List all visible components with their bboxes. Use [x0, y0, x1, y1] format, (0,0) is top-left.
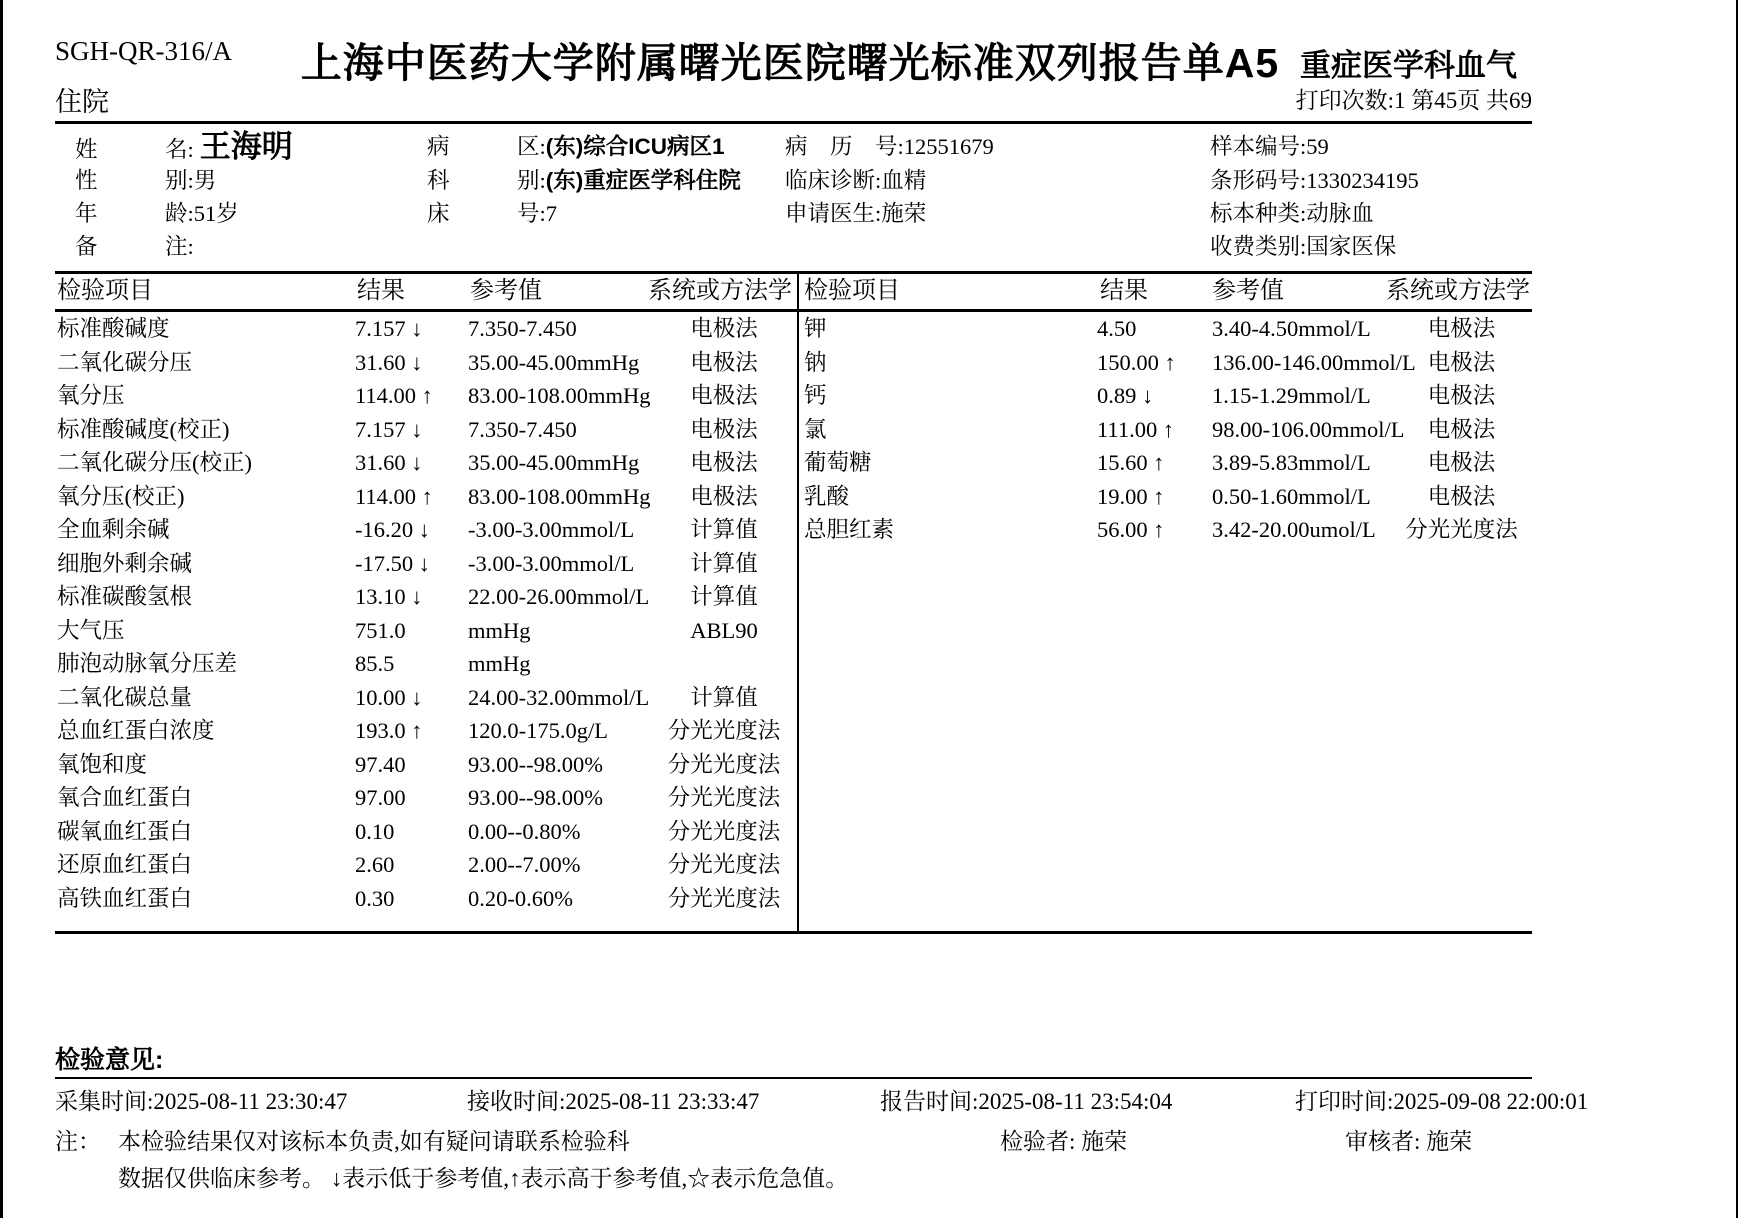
result-value: 85.5 [355, 651, 395, 676]
test-name: 氧合血红蛋白 [57, 785, 193, 810]
payment-value: 国家医保 [1306, 234, 1397, 259]
reference-range: mmHg [468, 617, 531, 643]
test-name: 细胞外剩余碱 [57, 550, 193, 576]
patient-remark-field [75, 230, 194, 263]
note-line2: 数据仅供临床参考。 ↓表示低于参考值,↑表示高于参考值,☆表示危急值。 [118, 1166, 849, 1191]
record-no-field [785, 130, 994, 163]
sample-no-field [1210, 130, 1329, 163]
specimen-field [1210, 197, 1374, 230]
print-count: 打印次数:1 第45页 共69 [1295, 88, 1532, 113]
method: 分光光度法 [667, 852, 781, 877]
patient-age-field [75, 197, 239, 230]
patient-name-label: 姓 名: [75, 137, 194, 162]
reference-range: 7.350-7.450 [468, 316, 577, 341]
test-name: 标准酸碱度(校正) [57, 416, 230, 442]
test-name: 全血剩余碱 [57, 517, 170, 542]
test-name: 二氧化碳分压(校正) [57, 450, 252, 475]
column-header-test-name: 检验项目 [57, 278, 153, 304]
reference-range: 93.00--98.00% [468, 751, 603, 777]
method: 计算值 [690, 584, 758, 609]
table-row [55, 748, 797, 782]
dept-value: (东)重症医学科住院 [545, 168, 741, 193]
test-name: 钙 [804, 383, 827, 408]
test-name: 二氧化碳分压 [57, 349, 193, 375]
result-value: -17.50 ↓ [355, 550, 430, 576]
method: 分光光度法 [667, 785, 781, 810]
table-row [797, 312, 1532, 346]
reference-range: 24.00-32.00mmol/L [468, 684, 650, 710]
reference-range: 3.89-5.83mmol/L [1212, 450, 1371, 475]
reference-range: 83.00-108.00mmHg [468, 383, 651, 408]
receive-time: 接收时间:2025-08-11 23:33:47 [467, 1089, 760, 1114]
method: 分光光度法 [667, 718, 781, 743]
reference-range: 0.00--0.80% [468, 818, 581, 844]
left-table-header [55, 273, 797, 310]
reference-range: 1.15-1.29mmol/L [1212, 383, 1371, 408]
bed-label: 床 号: [427, 201, 546, 226]
report-time: 报告时间:2025-08-11 23:54:04 [880, 1089, 1173, 1114]
reference-range: 3.42-20.00umol/L [1212, 517, 1376, 542]
method: 电极法 [1427, 349, 1496, 375]
test-name: 碳氧血红蛋白 [57, 818, 193, 844]
column-header-test-name: 检验项目 [804, 278, 900, 304]
test-name: 标准酸碱度 [57, 316, 170, 341]
table-row [55, 379, 797, 413]
reference-range: 3.40-4.50mmol/L [1212, 316, 1371, 341]
specimen-label: 标本种类: [1210, 201, 1307, 226]
payment-label: 收费类别: [1210, 234, 1307, 259]
result-value: 2.60 [355, 852, 395, 877]
report-type: 重症医学科血气 [1300, 48, 1517, 83]
column-header-result: 结果 [1100, 278, 1148, 304]
barcode-label: 条形码号: [1210, 168, 1307, 193]
table-row [55, 848, 797, 882]
method: 分光光度法 [667, 818, 781, 844]
reference-range: 98.00-106.00mmol/L [1212, 416, 1405, 442]
table-row [55, 312, 797, 346]
method: 电极法 [1427, 450, 1496, 475]
test-name: 乳酸 [804, 483, 850, 509]
table-row [55, 513, 797, 547]
test-name: 大气压 [57, 617, 125, 643]
patient-sex-value: 男 [193, 168, 217, 193]
reference-range: 83.00-108.00mmHg [468, 483, 651, 509]
method: 分光光度法 [1405, 517, 1518, 542]
reference-range: -3.00-3.00mmol/L [468, 550, 635, 576]
result-value: 56.00 ↑ [1097, 517, 1165, 542]
method: 电极法 [1427, 316, 1496, 341]
reference-range: 0.20-0.60% [468, 885, 573, 911]
admission-type: 住院 [55, 87, 109, 117]
test-name: 高铁血红蛋白 [57, 885, 193, 911]
doctor-value: 施荣 [881, 201, 927, 226]
barcode-value: 1330234195 [1306, 168, 1419, 193]
reference-range: 120.0-175.0g/L [468, 718, 608, 743]
reference-range: 136.00-146.00mmol/L [1212, 349, 1416, 375]
result-value: 751.0 [355, 617, 406, 643]
result-value: 15.60 ↑ [1097, 450, 1165, 475]
test-name: 肺泡动脉氧分压差 [57, 651, 238, 676]
table-row [55, 781, 797, 815]
test-name: 氧分压 [57, 383, 125, 408]
result-value: 0.30 [355, 885, 395, 911]
table-row [55, 815, 797, 849]
reviewer: 审核者: 施荣 [1345, 1129, 1473, 1154]
reference-range: mmHg [468, 651, 531, 676]
page-title: 上海中医药大学附属曙光医院曙光标准双列报告单A5 [300, 40, 1280, 86]
left-results-table [55, 312, 797, 915]
table-row [55, 882, 797, 916]
patient-name-value: 王海明 [199, 129, 293, 164]
dept-label: 科 别: [427, 168, 546, 193]
collect-time: 采集时间:2025-08-11 23:30:47 [55, 1089, 348, 1114]
doctor-label: 申请医生: [785, 201, 882, 226]
result-value: 114.00 ↑ [355, 483, 433, 509]
table-row [797, 413, 1532, 447]
method: 电极法 [690, 483, 758, 509]
table-row [55, 480, 797, 514]
result-value: 0.10 [355, 818, 395, 844]
result-value: 31.60 ↓ [355, 450, 423, 475]
result-value: 7.157 ↓ [355, 316, 423, 341]
print-time: 打印时间:2025-09-08 22:00:01 [1295, 1089, 1589, 1114]
table-row [797, 446, 1532, 480]
result-value: 111.00 ↑ [1097, 416, 1175, 442]
test-name: 氧分压(校正) [57, 483, 185, 509]
reference-range: 22.00-26.00mmol/L [468, 584, 650, 609]
bed-field [427, 197, 557, 230]
barcode-field [1210, 164, 1419, 197]
method: 计算值 [690, 517, 758, 542]
result-value: 10.00 ↓ [355, 684, 423, 710]
right-table-header [797, 273, 1532, 310]
test-name: 钠 [804, 349, 827, 375]
table-row [797, 513, 1532, 547]
test-name: 总胆红素 [804, 517, 895, 542]
left-edge-line [0, 0, 3, 1218]
method: 电极法 [690, 316, 758, 341]
result-value: 19.00 ↑ [1097, 483, 1165, 509]
method: 计算值 [690, 684, 758, 710]
sample-no-label: 样本编号: [1210, 134, 1307, 159]
ward-field [427, 130, 725, 163]
reference-range: 7.350-7.450 [468, 416, 577, 442]
tester: 检验者: 施荣 [1000, 1129, 1128, 1154]
table-row [55, 614, 797, 648]
dept-field [427, 164, 741, 197]
note-label: 注： [55, 1129, 101, 1154]
ward-label: 病 区: [427, 134, 546, 159]
column-header-result: 结果 [357, 278, 405, 304]
method: 分光光度法 [667, 885, 781, 911]
test-name: 氯 [804, 416, 827, 442]
result-value: 0.89 ↓ [1097, 383, 1154, 408]
diagnosis-field [785, 164, 926, 197]
reference-range: 35.00-45.00mmHg [468, 450, 640, 475]
column-header-reference: 参考值 [470, 278, 542, 304]
result-value: 97.00 [355, 785, 406, 810]
note-line1: 本检验结果仅对该标本负责,如有疑问请联系检验科 [118, 1129, 630, 1154]
test-name: 氧饱和度 [57, 751, 148, 777]
table-row [797, 346, 1532, 380]
table-row [55, 547, 797, 581]
right-results-table [797, 312, 1532, 547]
test-name: 总血红蛋白浓度 [57, 718, 215, 743]
reference-range: 35.00-45.00mmHg [468, 349, 640, 375]
method: 计算值 [690, 550, 758, 576]
table-row [55, 346, 797, 380]
method: 电极法 [690, 383, 758, 408]
result-value: 7.157 ↓ [355, 416, 423, 442]
test-name: 钾 [804, 316, 827, 341]
table-bottom-border [55, 931, 1532, 934]
table-row [55, 714, 797, 748]
table-row [797, 480, 1532, 514]
form-code: SGH-QR-316/A [55, 36, 233, 66]
specimen-value: 动脉血 [1306, 201, 1374, 226]
patient-age-label: 年 龄: [75, 201, 194, 226]
reference-range: -3.00-3.00mmol/L [468, 517, 635, 542]
sample-no-value: 59 [1306, 134, 1329, 159]
result-value: 114.00 ↑ [355, 383, 433, 408]
table-row [55, 446, 797, 480]
patient-sex-label: 性 别: [75, 168, 194, 193]
patient-name-field [75, 130, 293, 166]
result-value: -16.20 ↓ [355, 517, 430, 542]
table-row [55, 413, 797, 447]
method: 电极法 [1427, 383, 1496, 408]
method: 电极法 [690, 416, 758, 442]
patient-sex-field [75, 164, 216, 197]
payment-field [1210, 230, 1396, 263]
header-divider [55, 121, 1532, 124]
table-row [797, 379, 1532, 413]
test-name: 还原血红蛋白 [57, 852, 193, 877]
diagnosis-label: 临床诊断: [785, 168, 882, 193]
result-value: 4.50 [1097, 316, 1137, 341]
ward-value: (东)综合ICU病区1 [545, 134, 725, 159]
patient-age-value: 51岁 [193, 201, 239, 226]
bed-value: 7 [545, 201, 558, 226]
table-row [55, 647, 797, 681]
table-row [55, 580, 797, 614]
method: 电极法 [1427, 416, 1496, 442]
column-header-reference: 参考值 [1212, 278, 1284, 304]
result-value: 193.0 ↑ [355, 718, 423, 743]
result-value: 31.60 ↓ [355, 349, 423, 375]
test-name: 二氧化碳总量 [57, 684, 193, 710]
column-header-method: 系统或方法学 [648, 278, 792, 304]
method: 分光光度法 [667, 751, 781, 777]
footer-divider [55, 1077, 1532, 1079]
patient-remark-label: 备 注: [75, 234, 194, 259]
table-row [55, 681, 797, 715]
result-value: 97.40 [355, 751, 406, 777]
test-name: 葡萄糖 [804, 450, 872, 475]
method: 电极法 [690, 450, 758, 475]
reference-range: 2.00--7.00% [468, 852, 581, 877]
opinion-label: 检验意见: [55, 1046, 164, 1074]
diagnosis-value: 血精 [881, 168, 927, 193]
record-no-label: 病 历 号: [785, 134, 904, 159]
reference-range: 0.50-1.60mmol/L [1212, 483, 1371, 509]
method: ABL90 [690, 617, 758, 643]
doctor-field [785, 197, 926, 230]
method: 电极法 [690, 349, 758, 375]
result-value: 13.10 ↓ [355, 584, 423, 609]
result-value: 150.00 ↑ [1097, 349, 1176, 375]
column-header-method: 系统或方法学 [1386, 278, 1530, 304]
test-name: 标准碳酸氢根 [57, 584, 193, 609]
reference-range: 93.00--98.00% [468, 785, 603, 810]
record-no-value: 12551679 [903, 134, 994, 159]
method: 电极法 [1427, 483, 1496, 509]
